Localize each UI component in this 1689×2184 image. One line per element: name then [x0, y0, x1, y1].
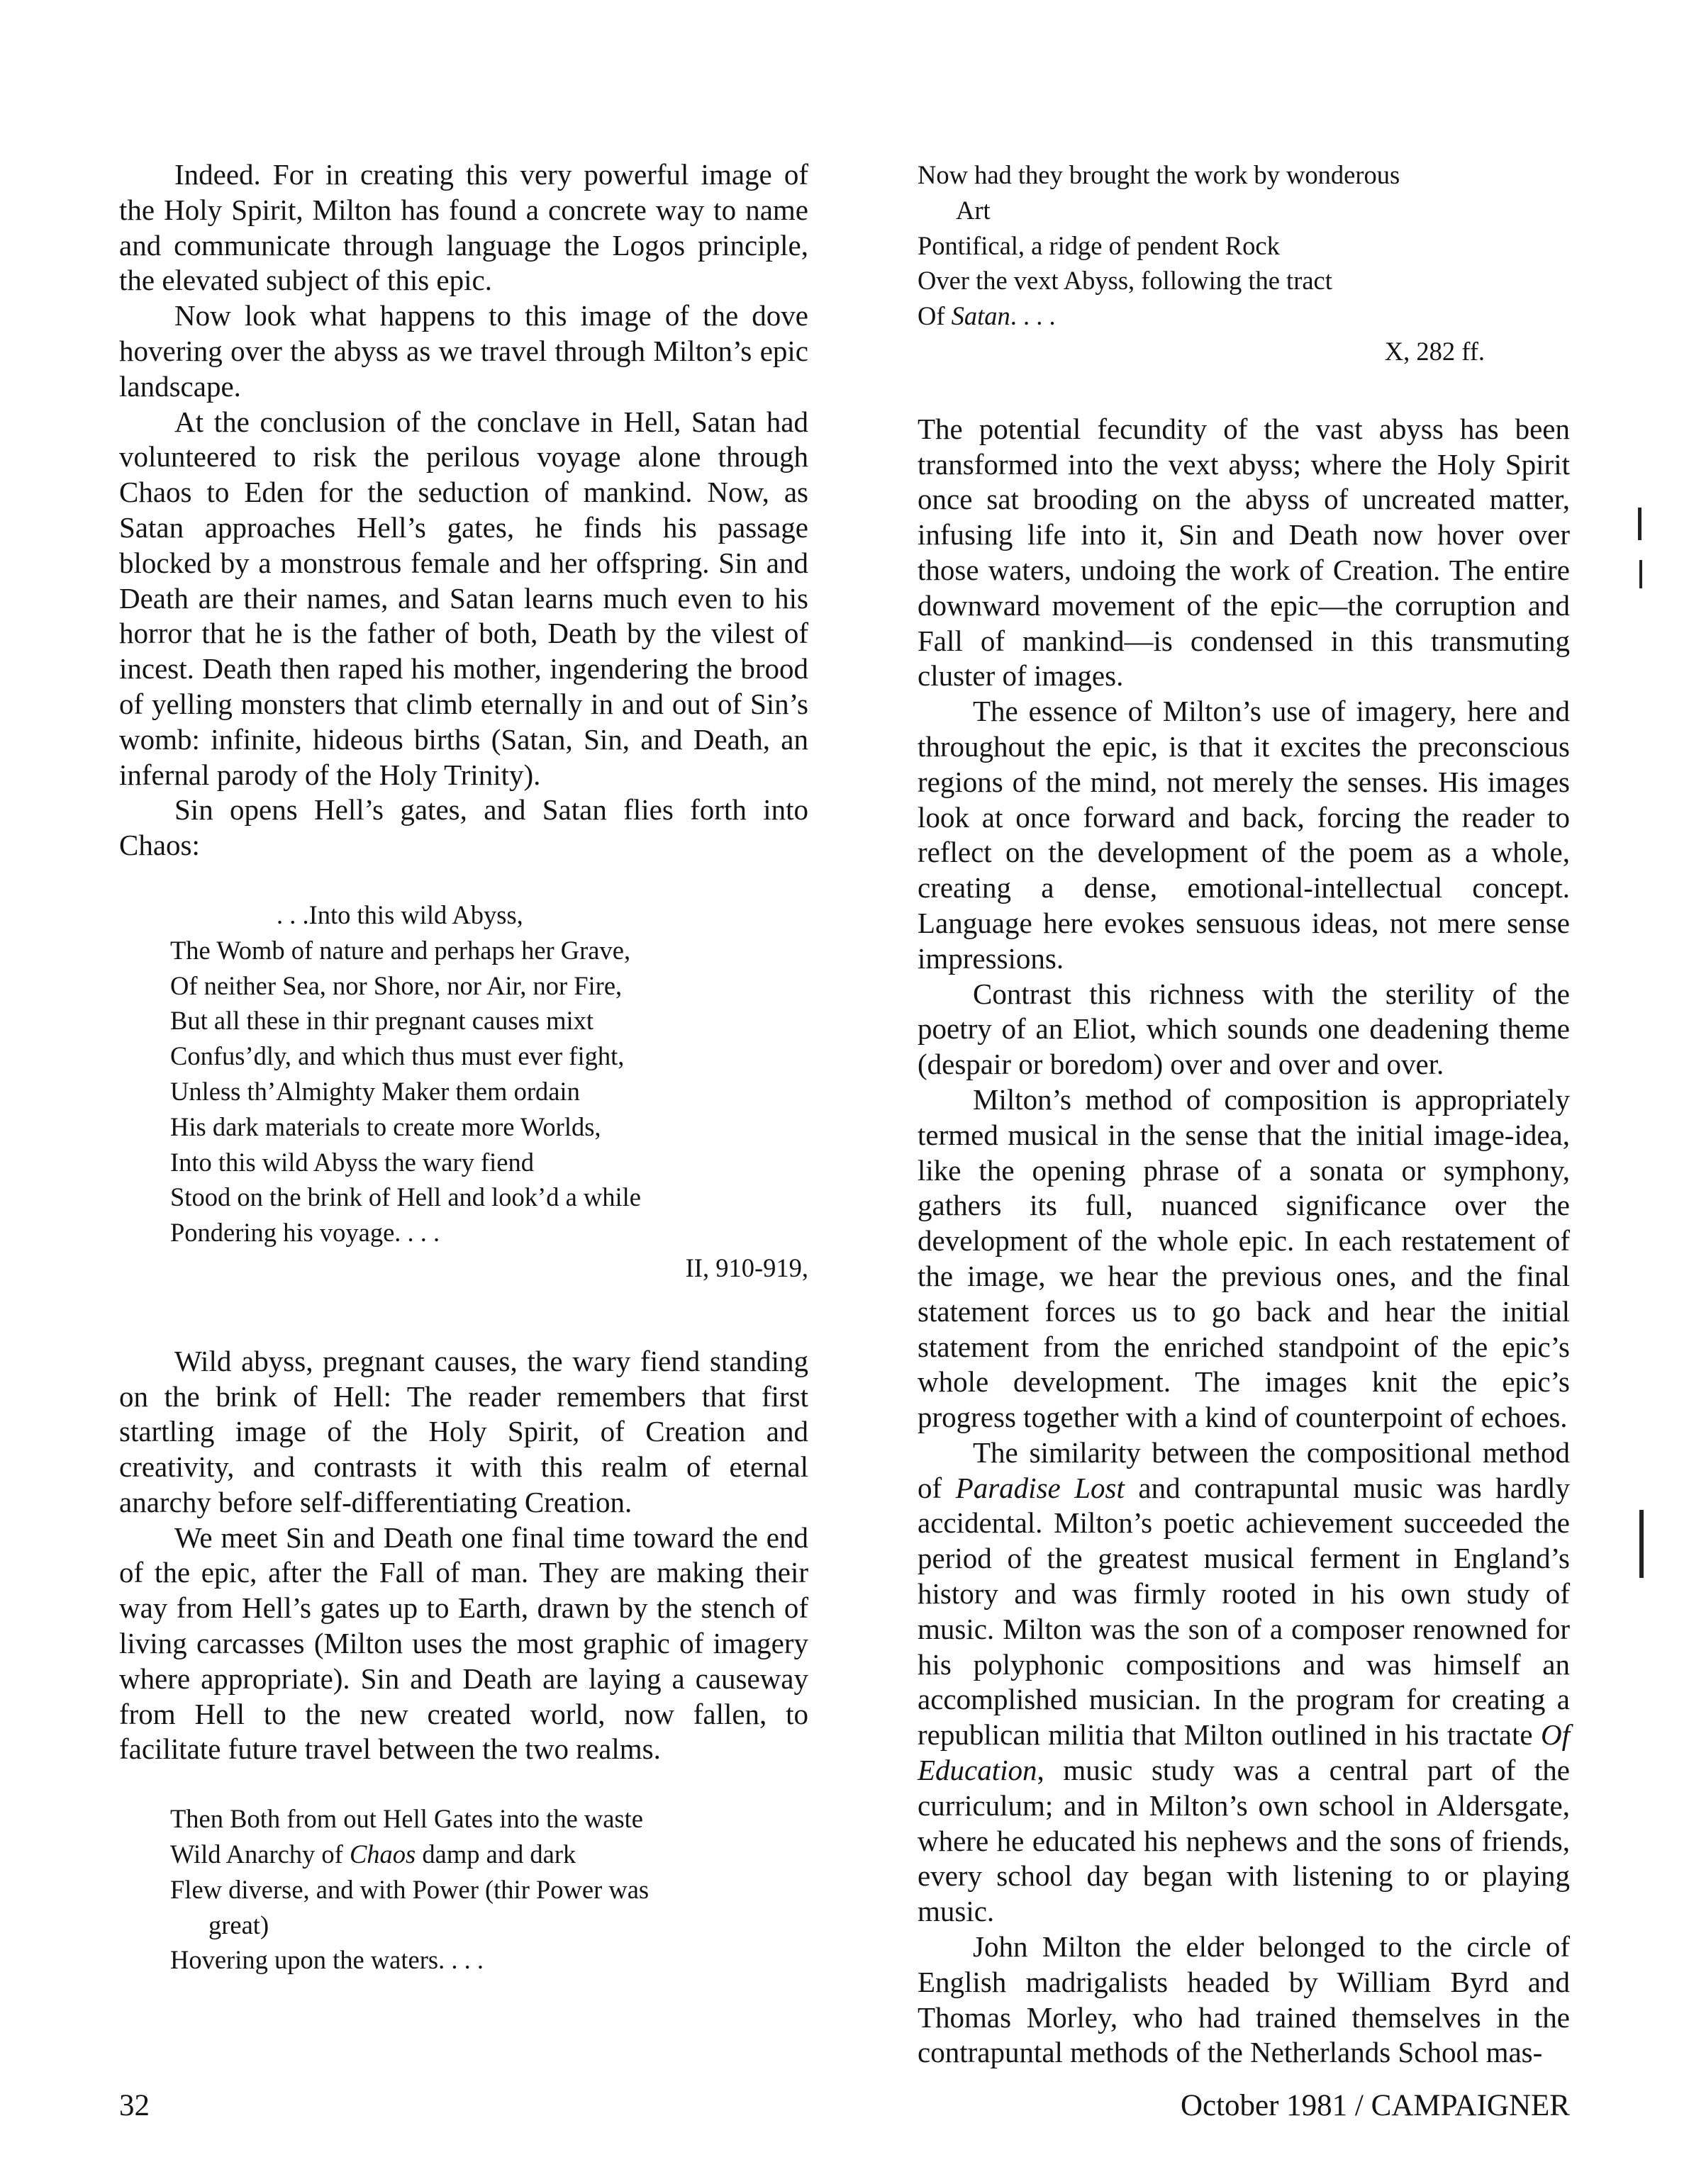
paragraph: The essence of Milton’s use of imagery, here and throughout the epic, is that it excites the preconscious regions of the mind, not merely the senses. His images look at once forward and back, forcing the reader to reflect on the development of the poem as a whole, creating a dense, emotional-intellectual concept. Language here evokes sensuous ideas, not mere sense impressions. — [918, 695, 1570, 975]
scan-mark — [1638, 508, 1641, 540]
paragraph: At the conclusion of the conclave in Hell, Satan had volunteered to risk the perilous voyage alone through Chaos to Eden for the seduction of mankind. Now, as Satan approaches Hell’s gates, he finds his passage blocked by a monstrous female and her offspring. Sin and Death are their names, and Satan learns much even to his horror that he is the father of both, Death by the vilest of incest. Death then raped his mother, ingendering the brood of yelling monsters that climb eternally in and out of Sin’s womb: infinite, hideous births (Satan, Sin, and Death, an infernal parody of the Holy Trinity). — [119, 405, 808, 791]
italic-term: Satan — [951, 301, 1010, 331]
scan-mark — [1639, 1510, 1644, 1578]
verse-line: great) — [208, 1910, 269, 1939]
verse-line: Flew diverse, and with Power (thir Power was — [170, 1874, 650, 1904]
right-column — [918, 157, 1570, 2071]
verse-line: Confus’dly, and which thus must ever fight, — [170, 1041, 625, 1071]
paragraph: John Milton the elder belonged to the circle of English madrigalists headed by William Byrd and Thomas Morley, who had trained themselves in the contrapuntal methods of the Netherlands School mas- — [918, 1930, 1570, 2069]
italic-term: Chaos — [349, 1839, 416, 1869]
verse-line: His dark materials to create more Worlds, — [170, 1111, 601, 1141]
verse-line: Unless th’Almighty Maker them ordain — [170, 1076, 580, 1106]
verse-quote-paradise-lost-book-2 — [170, 897, 808, 1286]
page-number: 32 — [119, 2089, 150, 2122]
paragraph: Milton’s method of composition is appropriately termed musical in the sense that the initial image-idea, like the opening phrase of a sonata or symphony, gathers its full, nuanced significance over the development of the whole epic. In each restatement of the image, we hear the previous ones, and the final statement forces us to go back and hear the initial statement from the enriched standpoint of the epic’s whole development. The images knit the epic’s progress together with a kind of counterpoint of echoes. — [918, 1082, 1570, 1434]
verse-line: Pontifical, a ridge of pendent Rock — [918, 230, 1280, 260]
verse-line: Now had they brought the work by wonderous — [918, 160, 1400, 189]
verse-line: Over the vext Abyss, following the tract — [918, 266, 1332, 296]
verse-citation: X, 282 ff. — [1384, 336, 1485, 366]
paragraph: The potential fecundity of the vast abyss has been transformed into the vext abyss; where the Holy Spirit once sat brooding on the abyss of uncreated matter, infusing life into it, Sin and Death now hover over those waters, undoing the work of Creation. The entire downward movement of the epic—the corruption and Fall of mankind—is condensed in this transmuting cluster of images. — [918, 412, 1570, 693]
verse-line: . . .Into this wild Abyss, — [277, 900, 523, 929]
verse-line: Wild Anarchy of Chaos damp and dark — [170, 1839, 576, 1869]
left-column — [119, 157, 808, 1978]
verse-quote-paradise-lost-book-10 — [170, 1801, 808, 1978]
publication-issue: October 1981 / CAMPAIGNER — [1180, 2089, 1570, 2122]
verse-quote-continued — [918, 157, 1499, 369]
verse-line: The Womb of nature and perhaps her Grave, — [170, 935, 631, 965]
verse-citation: II, 910-919, — [685, 1253, 808, 1282]
verse-line: Of Satan. . . . — [918, 301, 1056, 331]
verse-line: But all these in thir pregnant causes mixt — [170, 1006, 594, 1036]
paragraph: Contrast this richness with the sterility of the poetry of an Eliot, which sounds one deadening theme (despair or boredom) over and over and over. — [918, 977, 1570, 1081]
scan-mark — [1639, 560, 1642, 588]
verse-line: Hovering upon the waters. . . . — [170, 1945, 484, 1975]
paragraph: We meet Sin and Death one final time toward the end of the epic, after the Fall of man. They are making their way from Hell’s gates up to Earth, drawn by the stench of living carcasses (Milton uses the most graphic of imagery where appropriate). Sin and Death are laying a causeway from Hell to the new created world, now fallen, to facilitate future travel between the two realms. — [119, 1521, 808, 1766]
verse-line: Pondering his voyage. . . . — [170, 1218, 440, 1248]
verse-line: Of neither Sea, nor Shore, nor Air, nor Fire, — [170, 970, 623, 1000]
verse-line: Art — [956, 195, 991, 225]
paragraph: Now look what happens to this image of the dove hovering over the abyss as we travel through Milton’s epic landscape. — [119, 299, 808, 403]
verse-line: Then Both from out Hell Gates into the waste — [170, 1804, 643, 1834]
verse-line: Into this wild Abyss the wary fiend — [170, 1147, 534, 1177]
paragraph: The similarity between the compositional method of Paradise Lost and contrapuntal music was hardly accidental. Milton’s poetic achievement succeeded the period of the greatest musical ferment in England’s history and was firmly rooted in his own study of music. Milton was the son of a composer renowned for his polyphonic compositions and was himself an accomplished musician. In the program for creating a republican militia that Milton outlined in his tractate Of Education, music study was a central part of the curriculum; and in Milton’s own school in Aldersgate, where he educated his nephews and the sons of friends, every school day began with listening to or playing music. — [918, 1435, 1571, 1928]
paragraph: Wild abyss, pregnant causes, the wary fiend standing on the brink of Hell: The reader remembers that first startling image of the Holy Spirit, of Creation and creativity, and contrasts it with this realm of eternal anarchy before self-differentiating Creation. — [119, 1344, 808, 1518]
italic-title: Of Education — [918, 1718, 1570, 1787]
italic-title: Paradise Lost — [955, 1471, 1125, 1504]
verse-line: Stood on the brink of Hell and look’d a while — [170, 1182, 641, 1212]
paragraph: Sin opens Hell’s gates, and Satan flies forth into Chaos: — [119, 793, 808, 862]
paragraph: Indeed. For in creating this very powerful image of the Holy Spirit, Milton has found a concrete way to name and communicate through language the Logos principle, the elevated subject of this epic. — [119, 158, 808, 297]
